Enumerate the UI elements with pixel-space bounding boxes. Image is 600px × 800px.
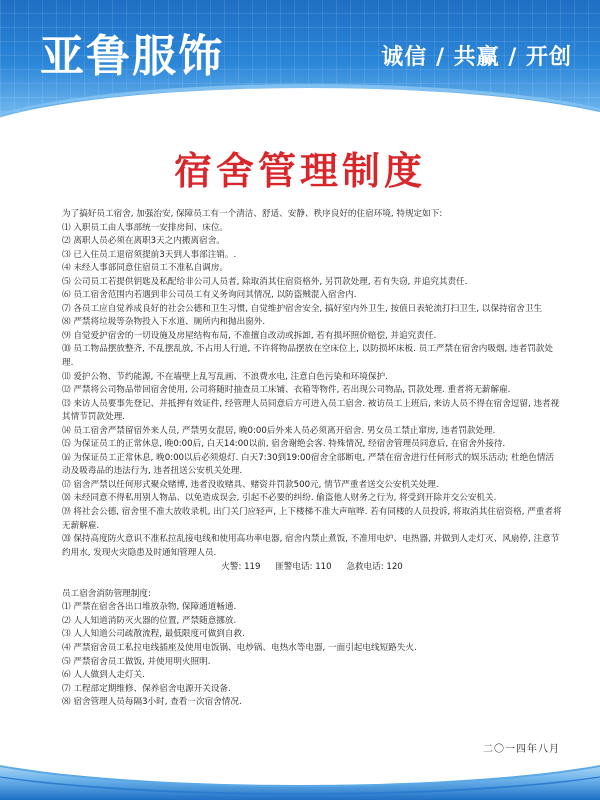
spacer [62, 575, 562, 588]
rule-item: ⑵ 人人知道消防灭火器的位置, 严禁随意挪放. [62, 615, 237, 626]
rule-item: ⑽ 员工物品摆放整齐, 不乱摆乱放, 不占用人行道, 不许将物品摆放在空床位上, 以防损坏床板. 员工严禁在宿舍内吸烟, 违者罚款处理. [62, 344, 553, 369]
rule-item: ⑿ 严禁将公司物品带回宿舍使用, 公司将随时抽查员工床铺、衣箱等物件, 若出现公司物品, 罚款处理. 重者将无薪解雇. [62, 385, 511, 396]
page-title: 宿舍管理制度 [173, 148, 426, 193]
rule-item: ⑷ 未经人事部同意住宿员工不准私自调房。 [62, 263, 229, 274]
rule-item: ⑻ 宿舍管理人员每隔3小时, 查看一次宿舍情况. [62, 697, 242, 708]
rule-item: ⒀ 来访人员要事先登记、并抵押有效证件, 经管理人员同意后方可进入员工宿舍. 被访员工上班后, 来访人员不得在宿舍逗留, 违者视其情节罚款处理. [62, 398, 560, 423]
rule-item: ⑺ 各员工应自觉养成良好的社会公德和卫生习惯, 自觉维护宿舍安全, 搞好室内外卫生, 按值日表轮流打扫卫生, 以保持宿舍卫生 [62, 303, 543, 314]
ambulance-hotline: 急救电话: 120 [346, 562, 403, 573]
fire-hotline: 火警: 119 [221, 562, 261, 573]
rule-item: ⑺ 工程部定期维修、保养宿舍电源开关设备. [62, 683, 231, 694]
rule-item: ⒄ 宿舍严禁以任何形式聚众赌博, 违者没收赌具、赌资并罚款500元, 情节严重者送交公安机关处理. [62, 479, 439, 490]
rule-item: ⒂ 为保证员工的正常休息, 晚0:00后, 白天14:00以前, 宿舍谢绝会客. 特殊情况, 经宿舍管理员同意后, 在宿舍外接待. [62, 439, 506, 450]
rule-item: ⑴ 入职员工由人事部统一安排房间、床位。 [62, 222, 229, 233]
rule-item: ⒃ 为保证员工正常休息, 晚0:00以后必须熄灯. 白天7:30到19:00宿舍全部断电, 严禁在宿舍进行任何形式的娱乐活动; 杜绝色情活动及吸毒品的违法行为, 违者扭送公安机关处理. [62, 452, 555, 477]
rule-item: ⑵ 离职人员必须在离职3天之内搬离宿舍。 [62, 236, 225, 247]
slogan: 诚信 / 共赢 / 开创 [381, 44, 572, 70]
fire-section-heading: 员工宿舍消防管理制度: [62, 588, 151, 599]
rules-content [62, 208, 562, 710]
rule-item: ⑾ 爱护公物、节约能源, 不在墙壁上乱写乱画、不浪费水电, 注意白色污染和环境保护. [62, 371, 388, 382]
police-hotline: 匪警电话: 110 [275, 562, 332, 573]
rule-item: ⑹ 人人做到人走灯关. [62, 670, 145, 681]
rule-item: ⑶ 已入住员工退宿须提前3天到人事部注销。. [62, 249, 237, 260]
rule-item: ⑷ 严禁宿舍员工私拉电线插座及使用电饭锅、电炒锅、电热水等电器, 一面引起电线短路失火. [62, 642, 417, 653]
hotline-row [62, 561, 562, 575]
rule-item: ⒇ 保持高度防火意识不准私拉乱接电线和使用高功率电器, 宿舍内禁止煮饭, 不准用电炉、电热器, 并做到人走灯灭、风扇停, 注意节约用水, 发现火灾隐患及时通知管理人员. [62, 534, 560, 558]
rule-item: ⑸ 公司员工若提供钥匙及私配给非公司人员者, 除取消其住宿资格外, 另罚款处理, 若有失窃, 并追究其责任. [62, 276, 468, 287]
rule-item: ⑻ 严禁将垃圾等杂物投入下水道、厕所内和抛出窗外. [62, 317, 266, 328]
rule-item: ⒆ 将社会公德, 宿舍里不准大放收录机, 出门关门应轻声, 上下楼梯不准大声喧哗. 若有同楼的人员投诉, 将取消其住宿资格, 严重者将无薪解雇. [62, 507, 562, 531]
rules-list [62, 222, 562, 561]
rule-item: ⒅ 未经同意不得私用别人物品、以免造成误会, 引起不必要的纠纷. 偷盗他人财务之行为, 将受到开除并交公安机关. [62, 493, 497, 504]
rule-item: ⑶ 人人知道公司疏散流程, 最低限度可做到自救. [62, 629, 245, 640]
rule-item: ⑼ 自觉爱护宿舍的一切设施及房屋结构布局, 不准擅自改动或拆卸, 若有损坏照价赔偿, 并追究责任. [62, 330, 437, 341]
intro-paragraph: 为了搞好员工宿舍, 加强治安, 保障员工有一个清洁、舒适、安静、秩序良好的住宿环境, 特规定如下: [62, 209, 443, 219]
footer-band [0, 755, 600, 800]
rule-item: ⑴ 严禁在宿舍各出口堆放杂物, 保障通道畅通. [62, 602, 237, 613]
date: 二〇一四年八月 [483, 744, 560, 755]
rule-item: ⒁ 员工宿舍严禁留宿外来人员, 严禁男女混居, 晚0:00后外来人员必须离开宿舍. 男女员工禁止窜房, 违者罚款处理. [62, 425, 496, 436]
header-band [0, 0, 600, 140]
brand-name: 亚鲁服饰 [40, 31, 224, 82]
rule-item: ⑹ 员工宿舍范围内若遇到非公司员工有义务询问其情况, 以防盗贼混入宿舍内. [62, 290, 357, 301]
fire-rules-list [62, 601, 562, 709]
rule-item: ⑸ 严禁宿舍员工做饭, 并使用明火照明. [62, 656, 211, 667]
